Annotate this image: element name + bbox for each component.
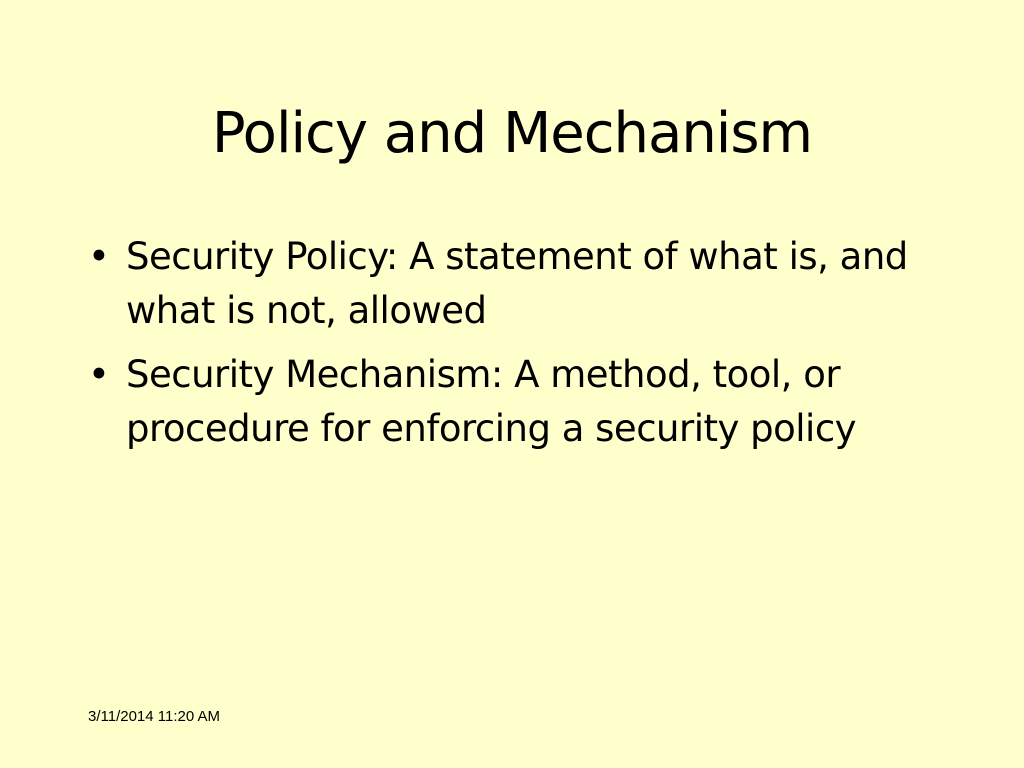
bullet-text: Security Mechanism: A method, tool, or procedure for enforcing a security policy <box>126 353 857 450</box>
footer-date: 3/11/2014 11:20 AM <box>88 708 221 725</box>
bullet-item <box>88 348 968 456</box>
bullet-list <box>88 230 968 466</box>
bullet-text: Security Policy: A statement of what is, and what is not, allowed <box>126 235 908 332</box>
bullet-item <box>88 230 968 338</box>
bullet-dot-icon: • <box>88 353 110 396</box>
bullet-dot-icon: • <box>88 235 110 278</box>
slide-title: Policy and Mechanism <box>211 101 813 166</box>
